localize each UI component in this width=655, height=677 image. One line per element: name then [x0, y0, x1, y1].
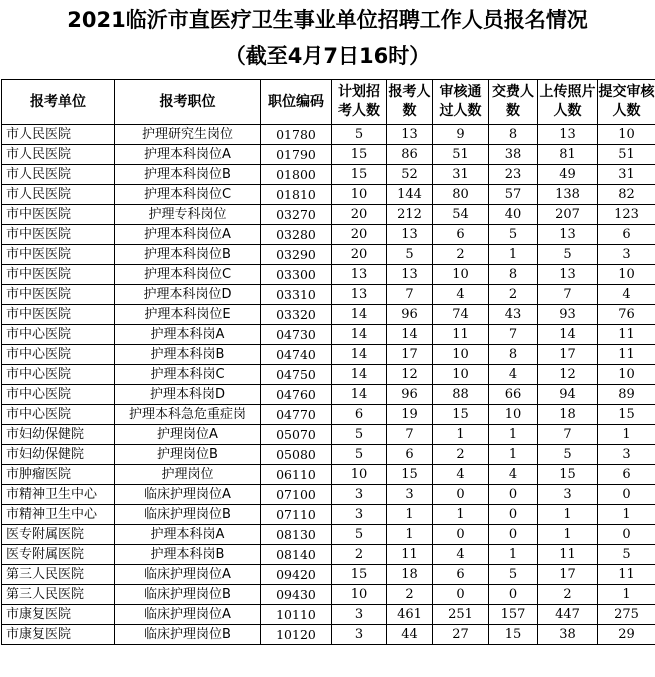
cell-applicants: 96 [387, 385, 433, 405]
cell-code: 07110 [261, 505, 332, 525]
cell-applicants: 52 [387, 165, 433, 185]
cell-applicants: 1 [387, 525, 433, 545]
cell-position: 护理本科岗B [115, 345, 261, 365]
cell-unit: 市中医医院 [2, 305, 115, 325]
cell-submitted: 4 [598, 285, 655, 305]
cell-paid: 0 [489, 585, 538, 605]
cell-approved: 2 [433, 245, 489, 265]
cell-unit: 第三人民医院 [2, 585, 115, 605]
table-row [2, 345, 655, 365]
cell-code: 01810 [261, 185, 332, 205]
cell-paid: 66 [489, 385, 538, 405]
cell-paid: 5 [489, 565, 538, 585]
cell-code: 03290 [261, 245, 332, 265]
cell-unit: 医专附属医院 [2, 545, 115, 565]
cell-photo-uploaded: 14 [538, 325, 598, 345]
cell-code: 04730 [261, 325, 332, 345]
table-row [2, 245, 655, 265]
cell-code: 01780 [261, 125, 332, 145]
table-row [2, 485, 655, 505]
table-row [2, 505, 655, 525]
cell-approved: 1 [433, 425, 489, 445]
table-row [2, 445, 655, 465]
cell-applicants: 461 [387, 605, 433, 625]
cell-applicants: 13 [387, 225, 433, 245]
table-row [2, 265, 655, 285]
table-row [2, 525, 655, 545]
page-title: 2021临沂市直医疗卫生事业单位招聘工作人员报名情况 [67, 8, 588, 32]
cell-unit: 市中心医院 [2, 365, 115, 385]
cell-code: 03320 [261, 305, 332, 325]
cell-planned: 2 [332, 545, 387, 565]
cell-submitted: 3 [598, 445, 655, 465]
cell-applicants: 212 [387, 205, 433, 225]
cell-photo-uploaded: 17 [538, 345, 598, 365]
cell-submitted: 10 [598, 125, 655, 145]
table-row [2, 205, 655, 225]
cell-position: 护理本科岗D [115, 385, 261, 405]
cell-planned: 3 [332, 485, 387, 505]
cell-paid: 0 [489, 485, 538, 505]
cell-approved: 2 [433, 445, 489, 465]
cell-unit: 市中医医院 [2, 205, 115, 225]
cell-unit: 市精神卫生中心 [2, 505, 115, 525]
cell-applicants: 11 [387, 545, 433, 565]
cell-unit: 市中心医院 [2, 385, 115, 405]
cell-photo-uploaded: 1 [538, 525, 598, 545]
cell-approved: 80 [433, 185, 489, 205]
cell-position: 临床护理岗位B [115, 585, 261, 605]
cell-code: 06110 [261, 465, 332, 485]
cell-submitted: 10 [598, 265, 655, 285]
cell-planned: 5 [332, 125, 387, 145]
cell-position: 护理岗位A [115, 425, 261, 445]
table-row [2, 365, 655, 385]
header-unit: 报考单位 [2, 80, 115, 125]
cell-unit: 市精神卫生中心 [2, 485, 115, 505]
cell-paid: 1 [489, 445, 538, 465]
cell-applicants: 7 [387, 425, 433, 445]
cell-code: 01800 [261, 165, 332, 185]
cell-submitted: 15 [598, 405, 655, 425]
cell-photo-uploaded: 7 [538, 285, 598, 305]
cell-submitted: 1 [598, 505, 655, 525]
cell-planned: 5 [332, 525, 387, 545]
cell-planned: 20 [332, 225, 387, 245]
header-submitted: 提交审核人数 [598, 80, 655, 125]
cell-submitted: 275 [598, 605, 655, 625]
cell-unit: 市人民医院 [2, 185, 115, 205]
cell-photo-uploaded: 447 [538, 605, 598, 625]
cell-unit: 市中心医院 [2, 405, 115, 425]
cell-paid: 157 [489, 605, 538, 625]
cell-paid: 8 [489, 265, 538, 285]
cell-paid: 8 [489, 125, 538, 145]
cell-approved: 1 [433, 505, 489, 525]
cell-approved: 0 [433, 485, 489, 505]
cell-submitted: 76 [598, 305, 655, 325]
cell-position: 护理本科岗位C [115, 185, 261, 205]
cell-submitted: 11 [598, 565, 655, 585]
cell-code: 10110 [261, 605, 332, 625]
cell-planned: 10 [332, 465, 387, 485]
cell-position: 护理本科岗A [115, 325, 261, 345]
cell-photo-uploaded: 13 [538, 225, 598, 245]
cell-applicants: 1 [387, 505, 433, 525]
cell-paid: 2 [489, 285, 538, 305]
cell-approved: 4 [433, 465, 489, 485]
cell-unit: 市中医医院 [2, 245, 115, 265]
cell-position: 护理本科岗位A [115, 145, 261, 165]
cell-applicants: 3 [387, 485, 433, 505]
table-row [2, 545, 655, 565]
cell-submitted: 29 [598, 625, 655, 645]
table-row [2, 605, 655, 625]
cell-approved: 31 [433, 165, 489, 185]
table-row [2, 125, 655, 145]
table-row [2, 145, 655, 165]
cell-paid: 23 [489, 165, 538, 185]
cell-approved: 15 [433, 405, 489, 425]
cell-position: 护理本科岗A [115, 525, 261, 545]
cell-code: 04750 [261, 365, 332, 385]
cell-paid: 57 [489, 185, 538, 205]
cell-code: 04760 [261, 385, 332, 405]
cell-photo-uploaded: 3 [538, 485, 598, 505]
cell-applicants: 7 [387, 285, 433, 305]
cell-photo-uploaded: 93 [538, 305, 598, 325]
cell-photo-uploaded: 11 [538, 545, 598, 565]
cell-approved: 4 [433, 285, 489, 305]
cell-approved: 88 [433, 385, 489, 405]
cell-photo-uploaded: 13 [538, 125, 598, 145]
cell-position: 临床护理岗位B [115, 625, 261, 645]
cell-submitted: 0 [598, 525, 655, 545]
cell-code: 03270 [261, 205, 332, 225]
cell-unit: 市人民医院 [2, 165, 115, 185]
cell-paid: 10 [489, 405, 538, 425]
cell-planned: 14 [332, 385, 387, 405]
table-row [2, 425, 655, 445]
cell-submitted: 10 [598, 365, 655, 385]
cell-planned: 14 [332, 325, 387, 345]
cell-planned: 3 [332, 505, 387, 525]
cell-applicants: 86 [387, 145, 433, 165]
cell-code: 03310 [261, 285, 332, 305]
cell-position: 护理本科岗C [115, 365, 261, 385]
cell-paid: 4 [489, 465, 538, 485]
cell-applicants: 15 [387, 465, 433, 485]
table-row [2, 225, 655, 245]
cell-submitted: 5 [598, 545, 655, 565]
cell-paid: 1 [489, 425, 538, 445]
cell-planned: 5 [332, 445, 387, 465]
cell-photo-uploaded: 15 [538, 465, 598, 485]
cell-paid: 38 [489, 145, 538, 165]
cell-approved: 6 [433, 565, 489, 585]
cell-planned: 10 [332, 585, 387, 605]
cell-code: 05080 [261, 445, 332, 465]
table-row [2, 185, 655, 205]
cell-approved: 10 [433, 265, 489, 285]
cell-submitted: 1 [598, 425, 655, 445]
cell-code: 05070 [261, 425, 332, 445]
cell-photo-uploaded: 18 [538, 405, 598, 425]
cell-photo-uploaded: 207 [538, 205, 598, 225]
cell-unit: 市中医医院 [2, 285, 115, 305]
cell-photo-uploaded: 5 [538, 245, 598, 265]
cell-paid: 15 [489, 625, 538, 645]
cell-code: 08140 [261, 545, 332, 565]
cell-position: 护理本科岗B [115, 545, 261, 565]
cell-submitted: 123 [598, 205, 655, 225]
cell-position: 临床护理岗位A [115, 485, 261, 505]
cell-unit: 第三人民医院 [2, 565, 115, 585]
cell-unit: 市人民医院 [2, 125, 115, 145]
cell-photo-uploaded: 5 [538, 445, 598, 465]
cell-approved: 54 [433, 205, 489, 225]
cell-applicants: 13 [387, 265, 433, 285]
cell-submitted: 6 [598, 465, 655, 485]
cell-paid: 40 [489, 205, 538, 225]
registration-table [1, 79, 655, 645]
table-row [2, 165, 655, 185]
cell-unit: 市妇幼保健院 [2, 445, 115, 465]
cell-photo-uploaded: 2 [538, 585, 598, 605]
cell-applicants: 96 [387, 305, 433, 325]
cell-submitted: 0 [598, 485, 655, 505]
cell-unit: 市康复医院 [2, 625, 115, 645]
header-position: 报考职位 [115, 80, 261, 125]
cell-approved: 10 [433, 365, 489, 385]
cell-code: 04770 [261, 405, 332, 425]
cell-applicants: 13 [387, 125, 433, 145]
cell-photo-uploaded: 138 [538, 185, 598, 205]
header-row [2, 80, 655, 125]
cell-unit: 市肿瘤医院 [2, 465, 115, 485]
cell-photo-uploaded: 94 [538, 385, 598, 405]
cell-unit: 医专附属医院 [2, 525, 115, 545]
cell-code: 04740 [261, 345, 332, 365]
cell-submitted: 31 [598, 165, 655, 185]
cell-unit: 市康复医院 [2, 605, 115, 625]
table-row [2, 325, 655, 345]
cell-approved: 74 [433, 305, 489, 325]
cell-photo-uploaded: 12 [538, 365, 598, 385]
cell-submitted: 51 [598, 145, 655, 165]
cell-planned: 15 [332, 565, 387, 585]
cell-approved: 27 [433, 625, 489, 645]
cell-approved: 4 [433, 545, 489, 565]
cell-code: 10120 [261, 625, 332, 645]
cell-code: 03300 [261, 265, 332, 285]
cell-position: 护理岗位 [115, 465, 261, 485]
cell-paid: 7 [489, 325, 538, 345]
cell-approved: 11 [433, 325, 489, 345]
cell-paid: 1 [489, 245, 538, 265]
cell-position: 护理本科岗位D [115, 285, 261, 305]
cell-planned: 13 [332, 285, 387, 305]
cell-position: 护理本科岗位E [115, 305, 261, 325]
cell-approved: 10 [433, 345, 489, 365]
page-subtitle: （截至4月7日16时） [224, 44, 431, 68]
cell-planned: 13 [332, 265, 387, 285]
cell-submitted: 1 [598, 585, 655, 605]
cell-applicants: 44 [387, 625, 433, 645]
table-row [2, 465, 655, 485]
cell-submitted: 3 [598, 245, 655, 265]
cell-paid: 5 [489, 225, 538, 245]
cell-code: 01790 [261, 145, 332, 165]
cell-applicants: 14 [387, 325, 433, 345]
cell-approved: 6 [433, 225, 489, 245]
cell-unit: 市中医医院 [2, 225, 115, 245]
cell-planned: 20 [332, 245, 387, 265]
cell-photo-uploaded: 1 [538, 505, 598, 525]
cell-position: 护理岗位B [115, 445, 261, 465]
cell-applicants: 17 [387, 345, 433, 365]
header-applicants: 报考人数 [387, 80, 433, 125]
cell-applicants: 2 [387, 585, 433, 605]
cell-position: 临床护理岗位A [115, 605, 261, 625]
cell-paid: 1 [489, 545, 538, 565]
cell-planned: 14 [332, 365, 387, 385]
header-planned: 计划招考人数 [332, 80, 387, 125]
cell-planned: 6 [332, 405, 387, 425]
cell-paid: 0 [489, 525, 538, 545]
cell-applicants: 12 [387, 365, 433, 385]
cell-paid: 0 [489, 505, 538, 525]
table-row [2, 405, 655, 425]
cell-position: 护理本科岗位A [115, 225, 261, 245]
cell-planned: 15 [332, 145, 387, 165]
cell-unit: 市中医医院 [2, 265, 115, 285]
cell-planned: 3 [332, 605, 387, 625]
cell-paid: 43 [489, 305, 538, 325]
cell-photo-uploaded: 38 [538, 625, 598, 645]
cell-code: 03280 [261, 225, 332, 245]
cell-code: 09430 [261, 585, 332, 605]
table-row [2, 305, 655, 325]
table-row [2, 585, 655, 605]
cell-applicants: 18 [387, 565, 433, 585]
cell-paid: 8 [489, 345, 538, 365]
cell-position: 护理本科岗位B [115, 165, 261, 185]
table-row [2, 625, 655, 645]
cell-applicants: 6 [387, 445, 433, 465]
cell-approved: 251 [433, 605, 489, 625]
cell-submitted: 6 [598, 225, 655, 245]
cell-position: 护理本科岗位C [115, 265, 261, 285]
cell-planned: 14 [332, 345, 387, 365]
cell-code: 08130 [261, 525, 332, 545]
cell-approved: 0 [433, 585, 489, 605]
header-paid: 交费人数 [489, 80, 538, 125]
cell-position: 临床护理岗位B [115, 505, 261, 525]
cell-submitted: 82 [598, 185, 655, 205]
cell-unit: 市中心医院 [2, 345, 115, 365]
cell-applicants: 5 [387, 245, 433, 265]
cell-position: 护理本科急危重症岗 [115, 405, 261, 425]
cell-planned: 3 [332, 625, 387, 645]
table-body [2, 125, 655, 645]
cell-submitted: 11 [598, 345, 655, 365]
cell-photo-uploaded: 7 [538, 425, 598, 445]
header-approved: 审核通过人数 [433, 80, 489, 125]
cell-unit: 市人民医院 [2, 145, 115, 165]
cell-planned: 10 [332, 185, 387, 205]
cell-position: 护理研究生岗位 [115, 125, 261, 145]
cell-position: 临床护理岗位A [115, 565, 261, 585]
cell-planned: 14 [332, 305, 387, 325]
cell-planned: 15 [332, 165, 387, 185]
cell-approved: 0 [433, 525, 489, 545]
cell-code: 07100 [261, 485, 332, 505]
cell-approved: 51 [433, 145, 489, 165]
table-row [2, 565, 655, 585]
cell-applicants: 144 [387, 185, 433, 205]
header-code: 职位编码 [261, 80, 332, 125]
cell-submitted: 89 [598, 385, 655, 405]
cell-photo-uploaded: 13 [538, 265, 598, 285]
cell-paid: 4 [489, 365, 538, 385]
cell-code: 09420 [261, 565, 332, 585]
cell-photo-uploaded: 17 [538, 565, 598, 585]
cell-photo-uploaded: 81 [538, 145, 598, 165]
cell-unit: 市妇幼保健院 [2, 425, 115, 445]
cell-position: 护理本科岗位B [115, 245, 261, 265]
cell-applicants: 19 [387, 405, 433, 425]
cell-planned: 5 [332, 425, 387, 445]
cell-photo-uploaded: 49 [538, 165, 598, 185]
cell-submitted: 11 [598, 325, 655, 345]
header-photo-uploaded: 上传照片人数 [538, 80, 598, 125]
cell-planned: 20 [332, 205, 387, 225]
cell-approved: 9 [433, 125, 489, 145]
cell-unit: 市中心医院 [2, 325, 115, 345]
table-row [2, 385, 655, 405]
table-row [2, 285, 655, 305]
cell-position: 护理专科岗位 [115, 205, 261, 225]
